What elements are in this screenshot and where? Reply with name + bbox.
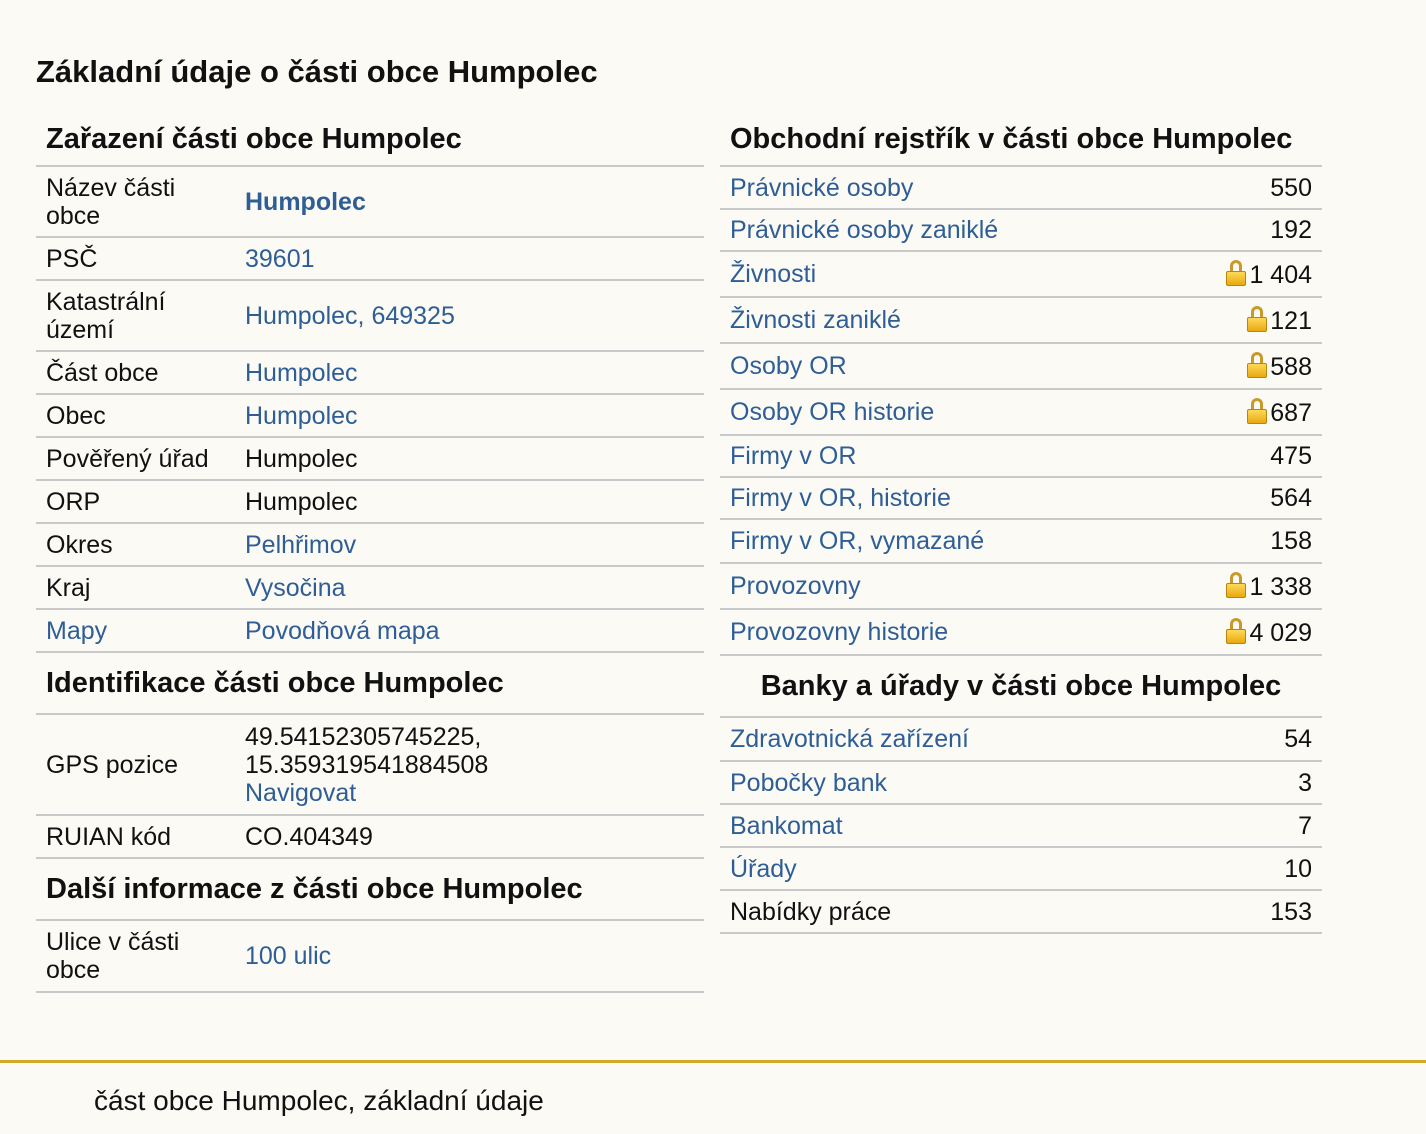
row-label: Pověřený úřad <box>36 437 235 480</box>
count-value: 153 <box>1206 890 1322 933</box>
row-label: PSČ <box>36 237 235 280</box>
okres-link[interactable]: Pelhřimov <box>245 530 357 559</box>
row-label: Okres <box>36 523 235 566</box>
psc-link[interactable]: 39601 <box>245 244 315 273</box>
nabidky-prace-label: Nabídky práce <box>720 890 1206 933</box>
row-label: RUIAN kód <box>36 815 235 858</box>
count-value: 687 <box>1270 398 1312 427</box>
lock-icon <box>1247 352 1267 378</box>
count-value: 3 <box>1206 761 1322 804</box>
lock-icon <box>1247 306 1267 332</box>
table-row <box>36 237 704 280</box>
identifikace-heading: Identifikace části obce Humpolec <box>36 653 704 715</box>
row-label: Část obce <box>36 351 235 394</box>
firmy-v-or-link[interactable]: Firmy v OR <box>730 442 857 470</box>
table-row <box>720 297 1322 343</box>
table-row <box>36 437 704 480</box>
obec-link[interactable]: Humpolec <box>245 401 358 430</box>
count-value: 192 <box>1161 209 1322 251</box>
table-row <box>720 804 1322 847</box>
table-row <box>36 167 704 237</box>
ruian-value: CO.404349 <box>235 815 704 858</box>
count-value: 588 <box>1270 352 1312 381</box>
row-label: Kraj <box>36 566 235 609</box>
left-column <box>36 113 704 993</box>
table-row <box>720 167 1322 209</box>
count-value: 1 338 <box>1249 572 1312 601</box>
table-row <box>36 566 704 609</box>
osoby-or-historie-link[interactable]: Osoby OR historie <box>730 398 935 426</box>
table-row <box>36 715 704 815</box>
table-row <box>720 477 1322 519</box>
count-value: 475 <box>1161 435 1322 477</box>
zarazeni-heading: Zařazení části obce Humpolec <box>36 113 704 167</box>
table-row <box>720 718 1322 761</box>
pravnicke-osoby-link[interactable]: Právnické osoby <box>730 173 914 202</box>
table-row <box>36 815 704 858</box>
count-value: 550 <box>1161 167 1322 209</box>
streets-link[interactable]: 100 ulic <box>245 942 332 970</box>
provozovny-link[interactable]: Provozovny <box>730 572 861 600</box>
row-label: Obec <box>36 394 235 437</box>
row-label: ORP <box>36 480 235 523</box>
rejstrik-heading: Obchodní rejstřík v části obce Humpolec <box>720 113 1322 167</box>
table-row <box>36 394 704 437</box>
count-value: 158 <box>1161 519 1322 563</box>
table-row <box>720 847 1322 890</box>
table-row <box>720 209 1322 251</box>
count-value: 7 <box>1206 804 1322 847</box>
pobocky-bank-link[interactable]: Pobočky bank <box>730 768 888 797</box>
firmy-v-or-historie-link[interactable]: Firmy v OR, historie <box>730 484 951 512</box>
pravnicke-osoby-zanikle-link[interactable]: Právnické osoby zaniklé <box>730 216 999 244</box>
table-row <box>720 389 1322 435</box>
table-row <box>36 609 704 652</box>
zdravotnicka-zarizeni-link[interactable]: Zdravotnická zařízení <box>730 725 969 753</box>
row-label: GPS pozice <box>36 715 235 815</box>
dalsi-heading: Další informace z části obce Humpolec <box>36 859 704 921</box>
count-value: 1 404 <box>1249 260 1312 289</box>
count-value: 4 029 <box>1249 618 1312 647</box>
kraj-link[interactable]: Vysočina <box>245 573 346 602</box>
table-row <box>36 480 704 523</box>
banky-table <box>720 718 1322 934</box>
count-value: 54 <box>1206 718 1322 761</box>
lock-icon <box>1226 260 1246 286</box>
zivnosti-link[interactable]: Živnosti <box>730 260 817 288</box>
table-row <box>36 351 704 394</box>
povereny-urad-value: Humpolec <box>235 437 704 480</box>
banky-heading: Banky a úřady v části obce Humpolec <box>720 656 1322 718</box>
page-title: Základní údaje o části obce Humpolec <box>36 54 598 89</box>
row-label: Katastrální území <box>36 280 235 351</box>
table-row <box>720 251 1322 297</box>
zivnosti-zanikle-link[interactable]: Živnosti zaniklé <box>730 306 901 334</box>
count-value: 10 <box>1206 847 1322 890</box>
row-label: Název části obce <box>36 167 235 237</box>
provozovny-historie-link[interactable]: Provozovny historie <box>730 618 949 646</box>
firmy-v-or-vymazane-link[interactable]: Firmy v OR, vymazané <box>730 527 985 555</box>
right-column <box>720 113 1322 934</box>
mapy-link[interactable]: Mapy <box>46 616 108 645</box>
identifikace-table <box>36 715 704 859</box>
cast-obce-link[interactable]: Humpolec <box>245 358 358 387</box>
navigate-link[interactable]: Navigovat <box>245 778 357 807</box>
zarazeni-table <box>36 167 704 653</box>
table-row <box>720 761 1322 804</box>
table-row <box>720 609 1322 655</box>
cast-obce-name-link[interactable]: Humpolec <box>245 187 366 216</box>
footer-divider <box>0 1060 1426 1063</box>
osoby-or-link[interactable]: Osoby OR <box>730 352 847 380</box>
table-row <box>720 890 1322 933</box>
rejstrik-table <box>720 167 1322 656</box>
table-row <box>36 921 704 992</box>
dalsi-table <box>36 921 704 993</box>
count-value: 564 <box>1161 477 1322 519</box>
gps-latitude: 49.54152305745225, <box>245 722 482 751</box>
table-row <box>720 563 1322 609</box>
row-label: Ulice v části obce <box>36 921 235 992</box>
count-value: 121 <box>1270 306 1312 335</box>
table-row <box>720 343 1322 389</box>
lock-icon <box>1247 398 1267 424</box>
lock-icon <box>1226 572 1246 598</box>
povodnova-mapa-link[interactable]: Povodňová mapa <box>245 616 440 645</box>
table-row <box>36 523 704 566</box>
footer-text: část obce Humpolec, základní údaje <box>94 1085 544 1116</box>
table-row <box>720 519 1322 563</box>
bankomat-link[interactable]: Bankomat <box>730 811 843 840</box>
table-row <box>720 435 1322 477</box>
table-row <box>36 280 704 351</box>
gps-longitude: 15.359319541884508 <box>245 750 489 779</box>
orp-value: Humpolec <box>235 480 704 523</box>
katastralni-uzemi-link[interactable]: Humpolec, 649325 <box>245 301 455 330</box>
lock-icon <box>1226 618 1246 644</box>
urady-link[interactable]: Úřady <box>730 854 797 883</box>
